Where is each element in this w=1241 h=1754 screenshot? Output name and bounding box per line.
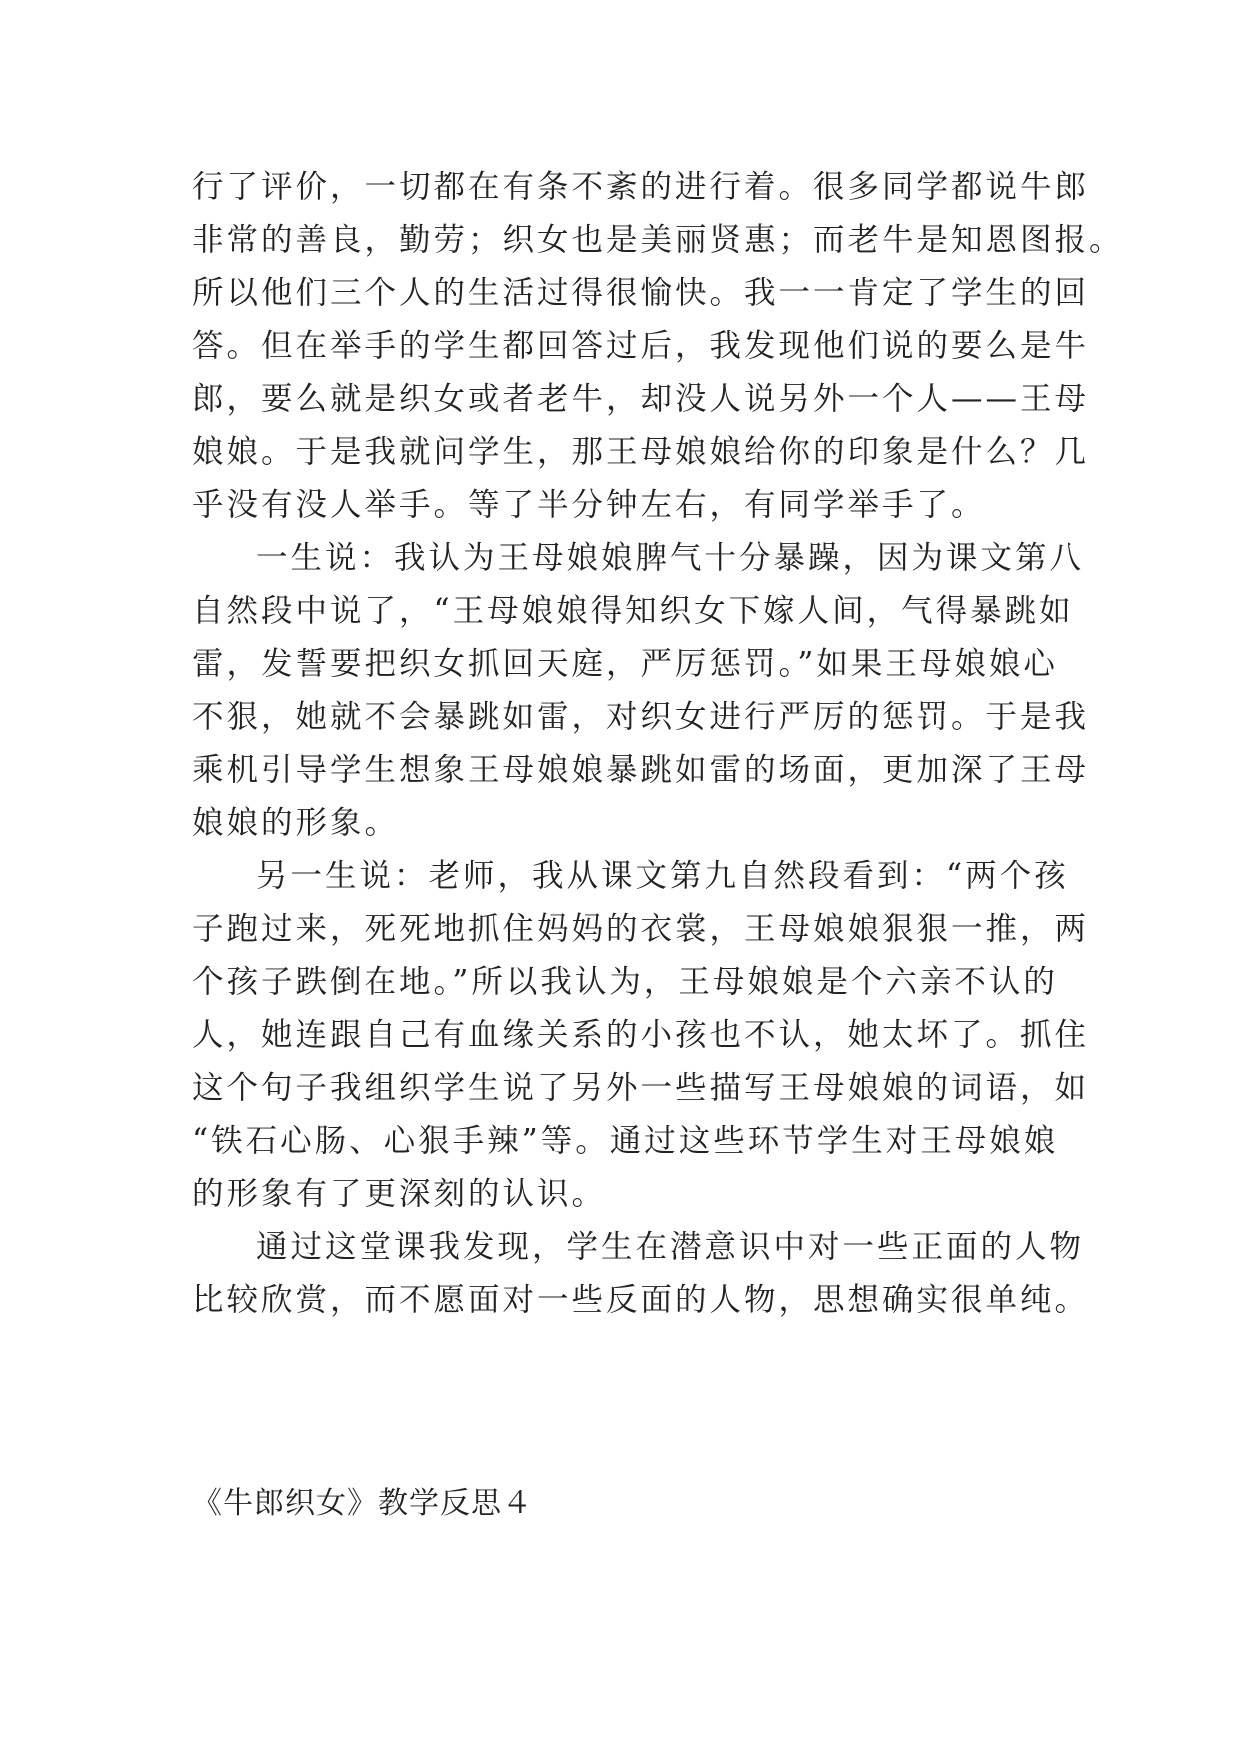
text-line: 答。但在举手的学生都回答过后，我发现他们说的要么是牛 — [192, 328, 1090, 364]
text-line: 乘机引导学生想象王母娘娘暴跳如雷的场面，更加深了王母 — [192, 752, 1090, 788]
text-line: 所以他们三个人的生活过得很愉快。我一一肯定了学生的回 — [192, 275, 1090, 311]
paragraph-first-line: 通过这堂课我发现，学生在潜意识中对一些正面的人物 — [256, 1229, 1085, 1265]
text-line: 这个句子我组织学生说了另外一些描写王母娘娘的词语，如 — [192, 1070, 1090, 1106]
text-line: 自然段中说了，“王母娘娘得知织女下嫁人间，气得暴跳如 — [192, 593, 1074, 629]
paragraph-first-line: 一生说：我认为王母娘娘脾气十分暴躁，因为课文第八 — [256, 540, 1085, 576]
text-line: 郎，要么就是织女或者老牛，却没人说另外一个人——王母 — [192, 381, 1090, 417]
text-line: 娘娘。于是我就问学生，那王母娘娘给你的印象是什么？几 — [192, 434, 1090, 470]
text-line: 个孩子跌倒在地。”所以我认为，王母娘娘是个六亲不认的 — [192, 964, 1058, 1000]
text-line: 比较欣赏，而不愿面对一些反面的人物，思想确实很单纯。 — [192, 1282, 1090, 1318]
text-line: “铁石心肠、心狠手辣”等。通过这些环节学生对王母娘娘 — [192, 1123, 1059, 1159]
text-line: 行了评价，一切都在有条不紊的进行着。很多同学都说牛郎 — [192, 169, 1090, 205]
text-line: 不狠，她就不会暴跳如雷，对织女进行严厉的惩罚。于是我 — [192, 699, 1090, 735]
text-line: 非常的善良，勤劳；织女也是美丽贤惠；而老牛是知恩图报。 — [192, 222, 1124, 258]
text-line: 子跑过来，死死地抓住妈妈的衣裳，王母娘娘狠狠一推，两 — [192, 911, 1090, 947]
text-line: 人，她连跟自己有血缘关系的小孩也不认，她太坏了。抓住 — [192, 1017, 1090, 1053]
paragraph-first-line: 另一生说：老师，我从课文第九自然段看到：“两个孩 — [256, 858, 1069, 894]
text-line: 娘娘的形象。 — [192, 805, 400, 841]
text-line: 的形象有了更深刻的认识。 — [192, 1176, 607, 1212]
text-line: 雷，发誓要把织女抓回天庭，严厉惩罚。”如果王母娘娘心 — [192, 646, 1058, 682]
text-line: 乎没有没人举手。等了半分钟左右，有同学举手了。 — [192, 487, 986, 523]
section-heading: 《牛郎织女》教学反思４ — [192, 1486, 533, 1521]
